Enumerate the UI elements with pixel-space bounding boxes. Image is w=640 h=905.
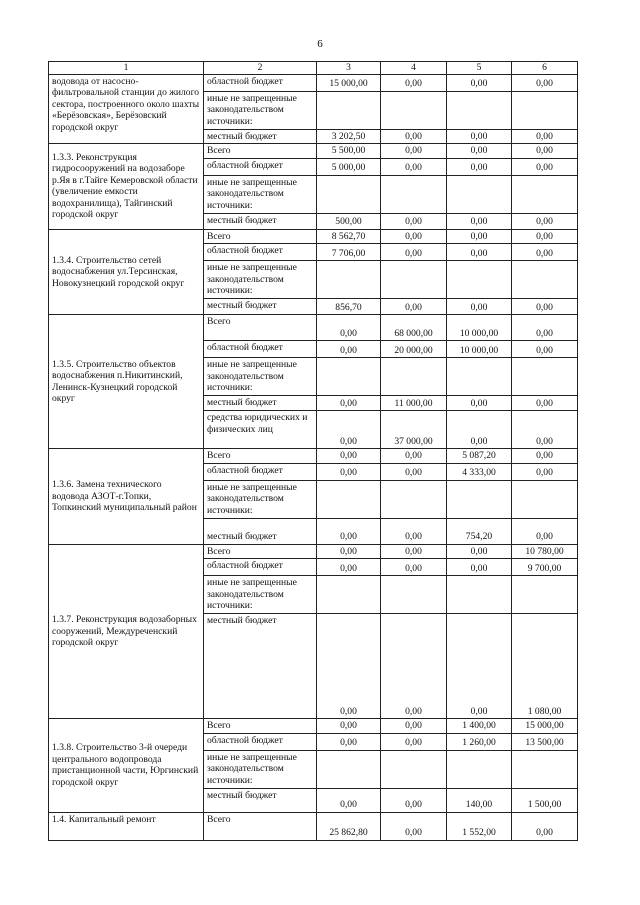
- amount-cell: 754,20: [447, 518, 512, 544]
- table-row: [49, 544, 578, 559]
- amount-cell: 0,00: [512, 244, 578, 261]
- amount-cell: 0,00: [381, 244, 447, 261]
- funding-source-cell: областной бюджет: [204, 158, 317, 175]
- amount-cell: 5 500,00: [317, 144, 381, 159]
- amount-cell: 0,00: [512, 411, 578, 449]
- amount-cell: 0,00: [512, 341, 578, 358]
- amount-cell: 68 000,00: [381, 315, 447, 341]
- amount-cell: 0,00: [381, 299, 447, 315]
- column-header: 3: [317, 62, 381, 75]
- amount-cell: 0,00: [447, 299, 512, 315]
- amount-cell: 0,00: [512, 315, 578, 341]
- table-row: [49, 449, 578, 464]
- measure-name-cell: 1.3.8. Строительство 3-й очереди центрального водопровода пристанционной части, Юргинский городской округ: [49, 719, 204, 813]
- funding-source-cell: местный бюджет: [204, 396, 317, 411]
- amount-cell: [381, 480, 447, 518]
- funding-source-cell: местный бюджет: [204, 129, 317, 144]
- amount-cell: [447, 175, 512, 213]
- amount-cell: 11 000,00: [381, 396, 447, 411]
- table-row: [49, 144, 578, 159]
- amount-cell: 0,00: [447, 129, 512, 144]
- funding-source-cell: областной бюджет: [204, 733, 317, 750]
- measure-name-cell: 1.3.4. Строительство сетей водоснабжения ул.Терсинская, Новокузнецкий городской округ: [49, 229, 204, 315]
- amount-cell: 0,00: [512, 299, 578, 315]
- amount-cell: 0,00: [317, 449, 381, 464]
- amount-cell: 0,00: [381, 158, 447, 175]
- amount-cell: [512, 175, 578, 213]
- amount-cell: 0,00: [447, 559, 512, 576]
- amount-cell: [512, 576, 578, 614]
- table-row: [49, 315, 578, 341]
- funding-source-cell: иные не запрещенные законодательством источники:: [204, 480, 317, 518]
- funding-source-cell: местный бюджет: [204, 614, 317, 719]
- funding-source-cell: Всего: [204, 144, 317, 159]
- amount-cell: 0,00: [317, 396, 381, 411]
- amount-cell: 0,00: [381, 213, 447, 229]
- amount-cell: 0,00: [381, 733, 447, 750]
- amount-cell: 1 080,00: [512, 614, 578, 719]
- amount-cell: [317, 358, 381, 396]
- amount-cell: 856,70: [317, 299, 381, 315]
- column-header: 1: [49, 62, 204, 75]
- amount-cell: 0,00: [317, 341, 381, 358]
- amount-cell: 1 552,00: [447, 812, 512, 840]
- amount-cell: [447, 750, 512, 788]
- amount-cell: 7 706,00: [317, 244, 381, 261]
- funding-source-cell: Всего: [204, 449, 317, 464]
- funding-source-cell: областной бюджет: [204, 74, 317, 91]
- amount-cell: 0,00: [381, 74, 447, 91]
- funding-source-cell: местный бюджет: [204, 213, 317, 229]
- amount-cell: [512, 750, 578, 788]
- amount-cell: 0,00: [317, 315, 381, 341]
- amount-cell: 0,00: [512, 463, 578, 480]
- funding-source-cell: иные не запрещенные законодательством источники:: [204, 576, 317, 614]
- amount-cell: [512, 358, 578, 396]
- amount-cell: 500,00: [317, 213, 381, 229]
- amount-cell: 0,00: [381, 559, 447, 576]
- amount-cell: 0,00: [512, 449, 578, 464]
- amount-cell: 1 500,00: [512, 788, 578, 812]
- funding-source-cell: областной бюджет: [204, 244, 317, 261]
- amount-cell: 0,00: [512, 518, 578, 544]
- header-row: [49, 62, 578, 75]
- amount-cell: 0,00: [381, 812, 447, 840]
- measure-name-cell: водовода от насосно-фильтровальной станции до жилого сектора, построенного около шахты «Берёзовская», Берёзовский городской округ: [49, 74, 204, 144]
- funding-source-cell: Всего: [204, 544, 317, 559]
- amount-cell: 0,00: [447, 229, 512, 244]
- funding-source-cell: иные не запрещенные законодательством источники:: [204, 91, 317, 129]
- amount-cell: [447, 358, 512, 396]
- measure-name-cell: 1.3.7. Реконструкция водозаборных сооружений, Междуреченский городской округ: [49, 544, 204, 719]
- amount-cell: [317, 175, 381, 213]
- amount-cell: [317, 91, 381, 129]
- amount-cell: 0,00: [512, 144, 578, 159]
- amount-cell: [317, 576, 381, 614]
- amount-cell: 0,00: [447, 144, 512, 159]
- program-funding-table: [48, 61, 578, 841]
- amount-cell: 0,00: [381, 518, 447, 544]
- amount-cell: [512, 91, 578, 129]
- amount-cell: 0,00: [317, 518, 381, 544]
- amount-cell: 0,00: [512, 812, 578, 840]
- funding-source-cell: местный бюджет: [204, 788, 317, 812]
- column-header: 5: [447, 62, 512, 75]
- funding-source-cell: областной бюджет: [204, 559, 317, 576]
- amount-cell: 10 000,00: [447, 341, 512, 358]
- amount-cell: 0,00: [447, 396, 512, 411]
- amount-cell: 0,00: [447, 158, 512, 175]
- amount-cell: 0,00: [381, 788, 447, 812]
- funding-source-cell: областной бюджет: [204, 341, 317, 358]
- amount-cell: 20 000,00: [381, 341, 447, 358]
- amount-cell: 0,00: [317, 544, 381, 559]
- funding-source-cell: иные не запрещенные законодательством источники:: [204, 175, 317, 213]
- amount-cell: 0,00: [512, 158, 578, 175]
- funding-source-cell: иные не запрещенные законодательством источники:: [204, 261, 317, 299]
- funding-source-cell: Всего: [204, 315, 317, 341]
- table-row: [49, 74, 578, 91]
- amount-cell: [447, 91, 512, 129]
- amount-cell: 13 500,00: [512, 733, 578, 750]
- amount-cell: 1 260,00: [447, 733, 512, 750]
- amount-cell: 25 862,80: [317, 812, 381, 840]
- amount-cell: 0,00: [447, 213, 512, 229]
- measure-name-cell: 1.3.5. Строительство объектов водоснабжения п.Никитинский, Ленинск-Кузнецкий городской округ: [49, 315, 204, 449]
- table-body: [49, 74, 578, 840]
- measure-name-cell: 1.3.6. Замена технического водовода АЗОТ-г.Топки, Топкинский муниципальный район: [49, 449, 204, 545]
- amount-cell: [512, 261, 578, 299]
- amount-cell: 0,00: [512, 213, 578, 229]
- amount-cell: 0,00: [447, 244, 512, 261]
- table-row: [49, 229, 578, 244]
- amount-cell: 0,00: [381, 144, 447, 159]
- amount-cell: [447, 261, 512, 299]
- funding-source-cell: иные не запрещенные законодательством источники:: [204, 750, 317, 788]
- amount-cell: 0,00: [512, 396, 578, 411]
- amount-cell: 0,00: [447, 74, 512, 91]
- funding-source-cell: областной бюджет: [204, 463, 317, 480]
- amount-cell: [512, 480, 578, 518]
- amount-cell: 15 000,00: [317, 74, 381, 91]
- amount-cell: [381, 576, 447, 614]
- amount-cell: 8 562,70: [317, 229, 381, 244]
- funding-source-cell: местный бюджет: [204, 518, 317, 544]
- amount-cell: 0,00: [317, 733, 381, 750]
- page-number: 6: [317, 38, 323, 50]
- funding-source-cell: Всего: [204, 719, 317, 734]
- amount-cell: 37 000,00: [381, 411, 447, 449]
- amount-cell: 0,00: [447, 614, 512, 719]
- amount-cell: 4 333,00: [447, 463, 512, 480]
- amount-cell: 9 700,00: [512, 559, 578, 576]
- amount-cell: 0,00: [512, 74, 578, 91]
- funding-source-cell: Всего: [204, 812, 317, 840]
- amount-cell: [317, 480, 381, 518]
- amount-cell: [381, 175, 447, 213]
- amount-cell: 0,00: [317, 719, 381, 734]
- amount-cell: 5 000,00: [317, 158, 381, 175]
- amount-cell: 0,00: [317, 411, 381, 449]
- amount-cell: 0,00: [317, 463, 381, 480]
- amount-cell: 0,00: [381, 229, 447, 244]
- amount-cell: 10 000,00: [447, 315, 512, 341]
- funding-source-cell: средства юридических и физических лиц: [204, 411, 317, 449]
- amount-cell: 0,00: [381, 463, 447, 480]
- amount-cell: 140,00: [447, 788, 512, 812]
- amount-cell: [381, 358, 447, 396]
- amount-cell: 0,00: [317, 788, 381, 812]
- measure-name-cell: 1.4. Капитальный ремонт: [49, 812, 204, 840]
- amount-cell: 0,00: [381, 719, 447, 734]
- table-row: [49, 719, 578, 734]
- amount-cell: [317, 750, 381, 788]
- amount-cell: [381, 261, 447, 299]
- funding-source-cell: Всего: [204, 229, 317, 244]
- amount-cell: 0,00: [447, 411, 512, 449]
- amount-cell: [381, 750, 447, 788]
- amount-cell: [447, 480, 512, 518]
- amount-cell: 3 202,50: [317, 129, 381, 144]
- column-header: 2: [204, 62, 317, 75]
- amount-cell: 0,00: [317, 559, 381, 576]
- amount-cell: [317, 261, 381, 299]
- amount-cell: 0,00: [512, 229, 578, 244]
- funding-source-cell: иные не запрещенные законодательством источники:: [204, 358, 317, 396]
- amount-cell: 0,00: [317, 614, 381, 719]
- funding-source-cell: местный бюджет: [204, 299, 317, 315]
- amount-cell: 15 000,00: [512, 719, 578, 734]
- amount-cell: 0,00: [512, 129, 578, 144]
- amount-cell: 0,00: [381, 449, 447, 464]
- amount-cell: 0,00: [381, 129, 447, 144]
- column-header: 6: [512, 62, 578, 75]
- amount-cell: 5 087,20: [447, 449, 512, 464]
- column-header: 4: [381, 62, 447, 75]
- table-row: [49, 812, 578, 840]
- measure-name-cell: 1.3.3. Реконструкция гидросооружений на водозаборе р.Яя в г.Тайге Кемеровской области (увеличение емкости водохранилища), Тайгинский городской округ: [49, 144, 204, 230]
- amount-cell: 1 400,00: [447, 719, 512, 734]
- amount-cell: 0,00: [447, 544, 512, 559]
- amount-cell: [447, 576, 512, 614]
- amount-cell: 10 780,00: [512, 544, 578, 559]
- amount-cell: [381, 91, 447, 129]
- amount-cell: 0,00: [381, 614, 447, 719]
- amount-cell: 0,00: [381, 544, 447, 559]
